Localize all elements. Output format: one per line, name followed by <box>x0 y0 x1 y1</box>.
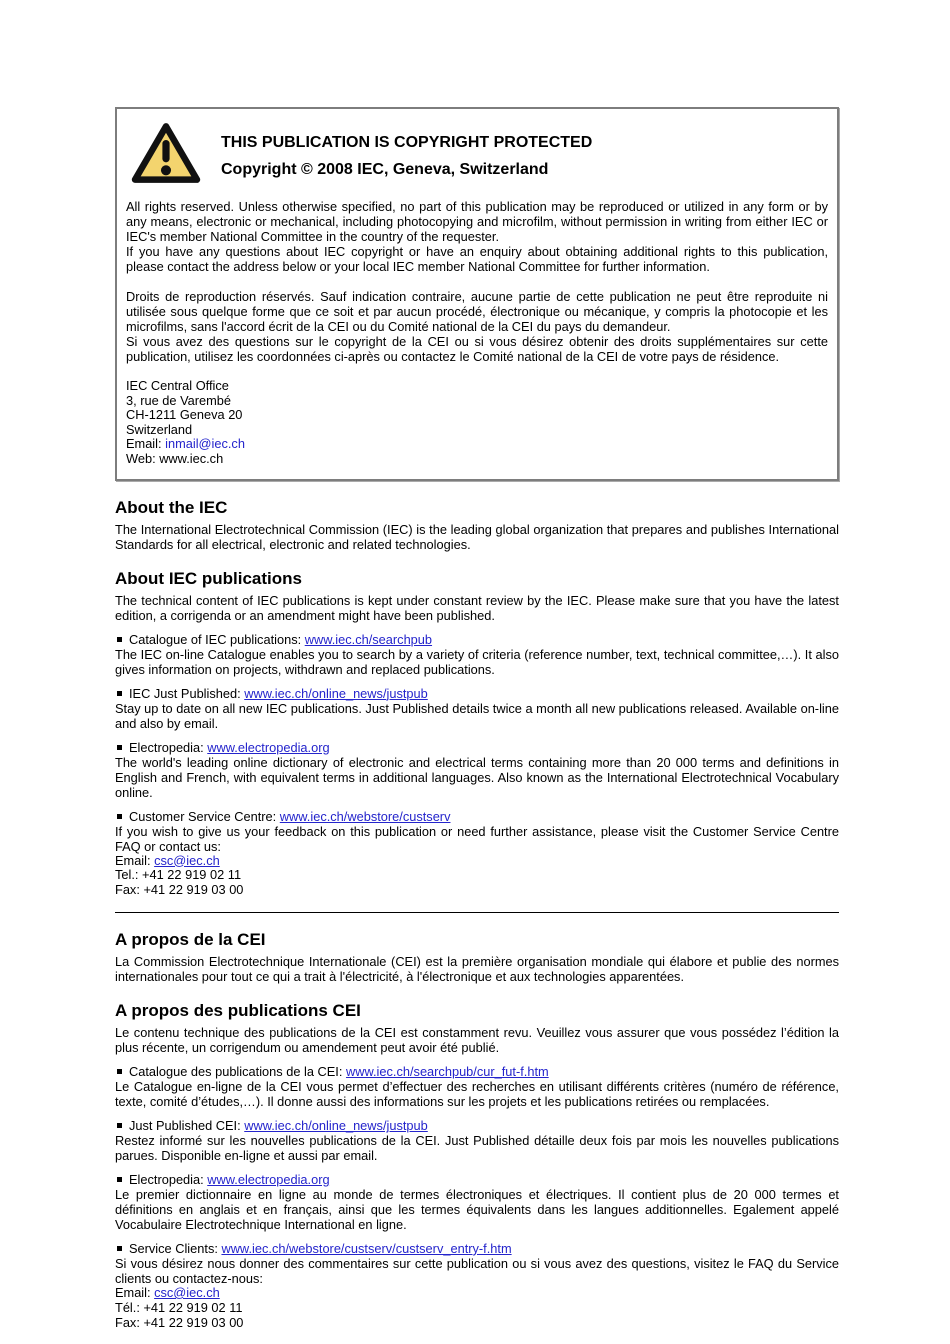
bullet-desc-catalogue-fr: Le Catalogue en-ligne de la CEI vous permet d’effectuer des recherches en utilisant différents critères (numéro de référence, texte, comité d’études,…). Il donne aussi des informations sur les projets et les publications retirées ou remplacées. <box>115 1078 839 1109</box>
bullet-desc-service-clients-fr: Si vous désirez nous donner des commentaires sur cette publication ou si vous avez des questions, visitez le FAQ du Service clients ou contactez-nous: <box>115 1255 839 1286</box>
address-line: Switzerland <box>126 421 193 437</box>
bullet-label: Customer Service Centre: <box>129 808 280 824</box>
square-bullet-icon <box>117 1069 122 1074</box>
link-electropedia-en[interactable]: www.electropedia.org <box>207 739 330 755</box>
copyright-notice-box <box>115 107 839 481</box>
bullet-item-justpub-en <box>115 686 839 701</box>
tel-line: Tel.: +41 22 919 02 11 <box>115 867 242 883</box>
copyright-text-fr <box>126 289 828 364</box>
bullet-label: Service Clients: <box>129 1240 222 1256</box>
tel-line: Tél.: +41 22 919 02 11 <box>115 1299 243 1315</box>
bullet-label: Catalogue of IEC publications: <box>129 631 305 647</box>
email-line <box>115 1286 839 1301</box>
bullet-item-custserv-en <box>115 809 839 824</box>
email-label: Email: <box>115 1284 155 1300</box>
copyright-text-en <box>126 199 828 274</box>
bullet-label: Electropedia: <box>129 1171 208 1187</box>
square-bullet-icon <box>117 691 122 696</box>
contact-block-en <box>115 854 839 898</box>
about-the-iec-body: The International Electrotechnical Commission (IEC) is the leading global organization that prepares and publishes International Standards for all electrical, electronic and related technologies. <box>115 521 839 552</box>
bullet-label: IEC Just Published: <box>129 685 245 701</box>
link-email-inmail[interactable]: inmail@iec.ch <box>165 436 245 452</box>
copyright-en-paragraph-2: If you have any questions about IEC copyright or have an enquiry about obtaining additional rights to this publication, please contact the address below or your local IEC member National Committee for further information. <box>126 244 828 274</box>
link-custserv-en[interactable]: www.iec.ch/webstore/custserv <box>279 808 451 824</box>
bullet-item-justpub-fr <box>115 1118 839 1133</box>
bullet-item-service-clients-fr <box>115 1241 839 1256</box>
bullet-label: Just Published CEI: <box>129 1117 245 1133</box>
link-email-csc-en[interactable]: csc@iec.ch <box>154 852 220 868</box>
bullet-label: Electropedia: <box>129 739 208 755</box>
address-line: IEC Central Office <box>126 378 229 393</box>
copyright-subtitle: Copyright © 2008 IEC, Geneva, Switzerland <box>221 161 549 178</box>
bullet-desc-custserv-en: If you wish to give us your feedback on this publication or need further assistance, please visit the Customer Service Centre FAQ or contact us: <box>115 823 839 854</box>
bullet-desc-justpub-en: Stay up to date on all new IEC publications. Just Published details twice a month all new publications released. Available on-line and also by email. <box>115 700 839 731</box>
web-line: Web: www.iec.ch <box>126 450 224 466</box>
heading-about-iec-publications: About IEC publications <box>115 568 302 588</box>
link-custserv-fr[interactable]: www.iec.ch/webstore/custserv/custserv_entry-f.htm <box>221 1240 512 1256</box>
square-bullet-icon <box>117 814 122 819</box>
link-justpub-fr[interactable]: www.iec.ch/online_news/justpub <box>244 1117 428 1133</box>
address-line: 3, rue de Varembé <box>126 392 232 408</box>
fax-line: Fax: +41 22 919 03 00 <box>115 1314 244 1330</box>
bullet-item-catalogue-en <box>115 632 839 647</box>
copyright-box-header <box>130 121 828 185</box>
email-label: Email: <box>126 436 166 452</box>
heading-about-the-iec: About the IEC <box>115 497 228 517</box>
section-divider <box>115 912 839 913</box>
link-searchpub-en[interactable]: www.iec.ch/searchpub <box>304 631 433 647</box>
link-searchpub-fr[interactable]: www.iec.ch/searchpub/cur_fut-f.htm <box>345 1063 549 1079</box>
copyright-en-paragraph-1: All rights reserved. Unless otherwise specified, no part of this publication may be reproduced or utilized in any form or by any means, electronic or mechanical, including photocopying and microfilm, without permission in writing from either IEC or IEC's member National Committee in the country of the requester. <box>126 199 828 244</box>
copyright-title: THIS PUBLICATION IS COPYRIGHT PROTECTED <box>221 134 593 151</box>
email-line <box>115 854 839 869</box>
email-line <box>126 437 828 452</box>
bullet-item-catalogue-fr <box>115 1064 839 1079</box>
warning-triangle-icon <box>130 121 202 185</box>
square-bullet-icon <box>117 1246 122 1251</box>
copyright-fr-paragraph-2: Si vous avez des questions sur le copyright de la CEI ou si vous désirez obtenir des droits supplémentaires sur cette publication, utilisez les coordonnées ci-après ou contactez le Comité national de la CEI de votre pays de résidence. <box>126 334 828 364</box>
email-label: Email: <box>115 852 155 868</box>
contact-block-fr <box>115 1286 839 1330</box>
apropos-cei-body: La Commission Electrotechnique Internationale (CEI) est la première organisation mondiale qui élabore et publie des normes internationales pour tout ce qui a trait à l'électricité, à l'électronique et aux technologies apparentées. <box>115 953 839 984</box>
copyright-fr-paragraph-1: Droits de reproduction réservés. Sauf indication contraire, aucune partie de cette publication ne peut être reproduite ni utilisée sous quelque forme que ce soit et par aucun procédé, électronique ou mécanique, y compris la photocopie et les microfilms, sans l'accord écrit de la CEI ou du Comité national de la CEI du pays du demandeur. <box>126 289 828 334</box>
bullet-desc-electropedia-fr: Le premier dictionnaire en ligne au monde de termes électroniques et électriques. Il contient plus de 20 000 termes et définitions en anglais et en français, ainsi que les termes équivalents dans les langues additionnelles. Egalement appelé Vocabulaire Electrotechnique International en ligne. <box>115 1186 839 1232</box>
bullet-desc-catalogue-en: The IEC on-line Catalogue enables you to search by a variety of criteria (reference number, text, technical committee,…). It also gives information on projects, withdrawn and replaced publications. <box>115 646 839 677</box>
about-iec-publications-intro: The technical content of IEC publications is kept under constant review by the IEC. Please make sure that you have the latest edition, a corrigenda or an amendment might have been published. <box>115 592 839 623</box>
heading-apropos-publications-cei: A propos des publications CEI <box>115 1000 361 1020</box>
fax-line: Fax: +41 22 919 03 00 <box>115 882 244 898</box>
link-email-csc-fr[interactable]: csc@iec.ch <box>154 1284 220 1300</box>
address-line: CH-1211 Geneva 20 <box>126 407 243 423</box>
square-bullet-icon <box>117 745 122 750</box>
link-electropedia-fr[interactable]: www.electropedia.org <box>207 1171 330 1187</box>
heading-apropos-cei: A propos de la CEI <box>115 929 266 949</box>
apropos-publications-intro: Le contenu technique des publications de la CEI est constamment revu. Veuillez vous assurer que vous possédez l’édition la plus récente, un corrigendum ou amendement peut avoir été publié. <box>115 1024 839 1055</box>
square-bullet-icon <box>117 637 122 642</box>
square-bullet-icon <box>117 1177 122 1182</box>
bullet-desc-justpub-fr: Restez informé sur les nouvelles publications de la CEI. Just Published détaille deux fois par mois les nouvelles publications parues. Disponible en-ligne et aussi par email. <box>115 1132 839 1163</box>
bullet-item-electropedia-fr <box>115 1172 839 1187</box>
bullet-label: Catalogue des publications de la CEI: <box>129 1063 346 1079</box>
square-bullet-icon <box>117 1123 122 1128</box>
bullet-desc-electropedia-en: The world's leading online dictionary of electronic and electrical terms containing more than 20 000 terms and definitions in English and French, with equivalent terms in additional languages. Also known as the International Electrotechnical Vocabulary online. <box>115 754 839 800</box>
link-justpub-en[interactable]: www.iec.ch/online_news/justpub <box>244 685 428 701</box>
bullet-item-electropedia-en <box>115 740 839 755</box>
iec-address-block <box>126 379 828 467</box>
